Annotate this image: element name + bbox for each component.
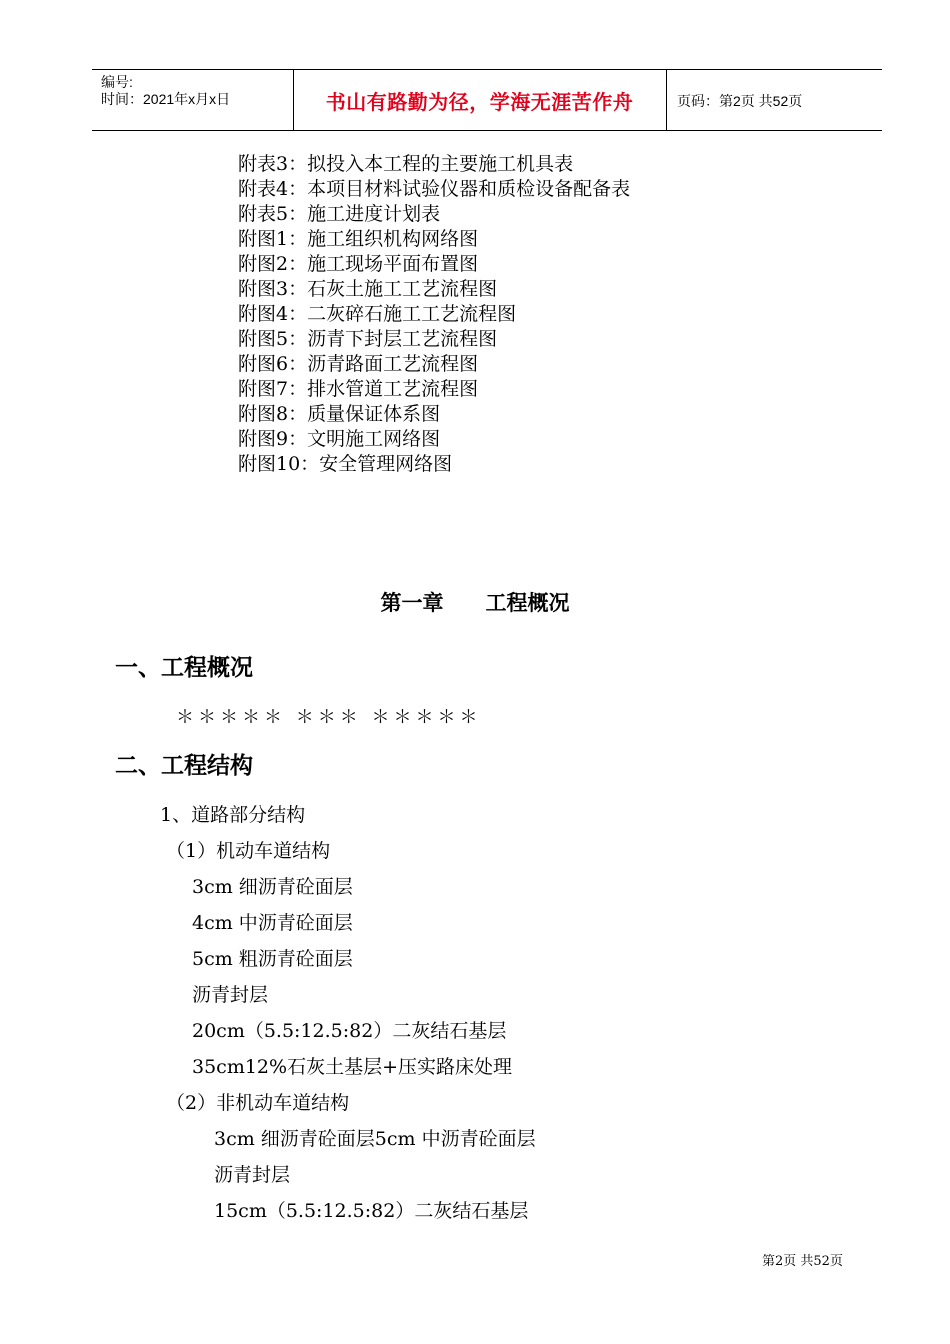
subsection-road-structure: 1、道路部分结构 <box>160 804 306 826</box>
motor-lane-layer: 5cm 粗沥青砼面层 <box>192 948 353 970</box>
section-heading-structure: 二、工程结构 <box>115 752 253 779</box>
appendix-item: 附图3：石灰土施工工艺流程图 <box>238 278 498 300</box>
appendix-item: 附表3：拟投入本工程的主要施工机具表 <box>238 153 574 175</box>
motor-lane-layer: 20cm（5.5:12.5:82）二灰结石基层 <box>192 1020 507 1042</box>
footer-page-info: 第2页 共52页 <box>762 1254 843 1269</box>
appendix-list <box>238 152 630 477</box>
appendix-item: 附表4：本项目材料试验仪器和质检设备配备表 <box>238 178 631 200</box>
appendix-item: 附图4：二灰碎石施工工艺流程图 <box>238 303 517 325</box>
section-heading-overview: 一、工程概况 <box>115 654 253 681</box>
motor-lane-layer: 35cm12%石灰土基层+压实路床处理 <box>192 1056 512 1078</box>
page-header <box>92 69 882 131</box>
non-motor-lane-layer: 沥青封层 <box>214 1164 291 1186</box>
header-left-cell <box>92 70 294 130</box>
overview-content: ＊＊＊＊＊ ＊＊＊ ＊＊＊＊＊ <box>176 707 482 728</box>
appendix-item: 附图1：施工组织机构网络图 <box>238 228 479 250</box>
appendix-item: 附图2：施工现场平面布置图 <box>238 253 479 275</box>
chapter-title: 第一章 工程概况 <box>380 590 570 615</box>
motor-lane-layer: 4cm 中沥青砼面层 <box>192 912 353 934</box>
document-number-label: 编号: <box>101 74 133 90</box>
motor-lane-structure-title: （1）机动车道结构 <box>166 840 331 862</box>
appendix-item: 附图9：文明施工网络图 <box>238 428 441 450</box>
header-page-info: 页码：第2页 共52页 <box>677 93 803 109</box>
non-motor-lane-layer: 15cm（5.5:12.5:82）二灰结石基层 <box>214 1200 529 1222</box>
header-motto: 书山有路勤为径，学海无涯苦作舟 <box>325 90 634 114</box>
motor-lane-layer: 沥青封层 <box>192 984 269 1006</box>
header-middle-cell <box>293 70 667 130</box>
appendix-item: 附图10：安全管理网络图 <box>238 453 453 475</box>
non-motor-lane-layer: 3cm 细沥青砼面层5cm 中沥青砼面层 <box>214 1128 536 1150</box>
appendix-item: 附图8：质量保证体系图 <box>238 403 441 425</box>
document-time-label: 时间：2021年x月x日 <box>101 91 231 107</box>
motor-lane-layer: 3cm 细沥青砼面层 <box>192 876 353 898</box>
appendix-item: 附表5：施工进度计划表 <box>238 203 441 225</box>
appendix-item: 附图7：排水管道工艺流程图 <box>238 378 479 400</box>
header-right-cell <box>667 70 882 130</box>
appendix-item: 附图5：沥青下封层工艺流程图 <box>238 328 498 350</box>
appendix-item: 附图6：沥青路面工艺流程图 <box>238 353 479 375</box>
non-motor-lane-structure-title: （2）非机动车道结构 <box>166 1092 350 1114</box>
